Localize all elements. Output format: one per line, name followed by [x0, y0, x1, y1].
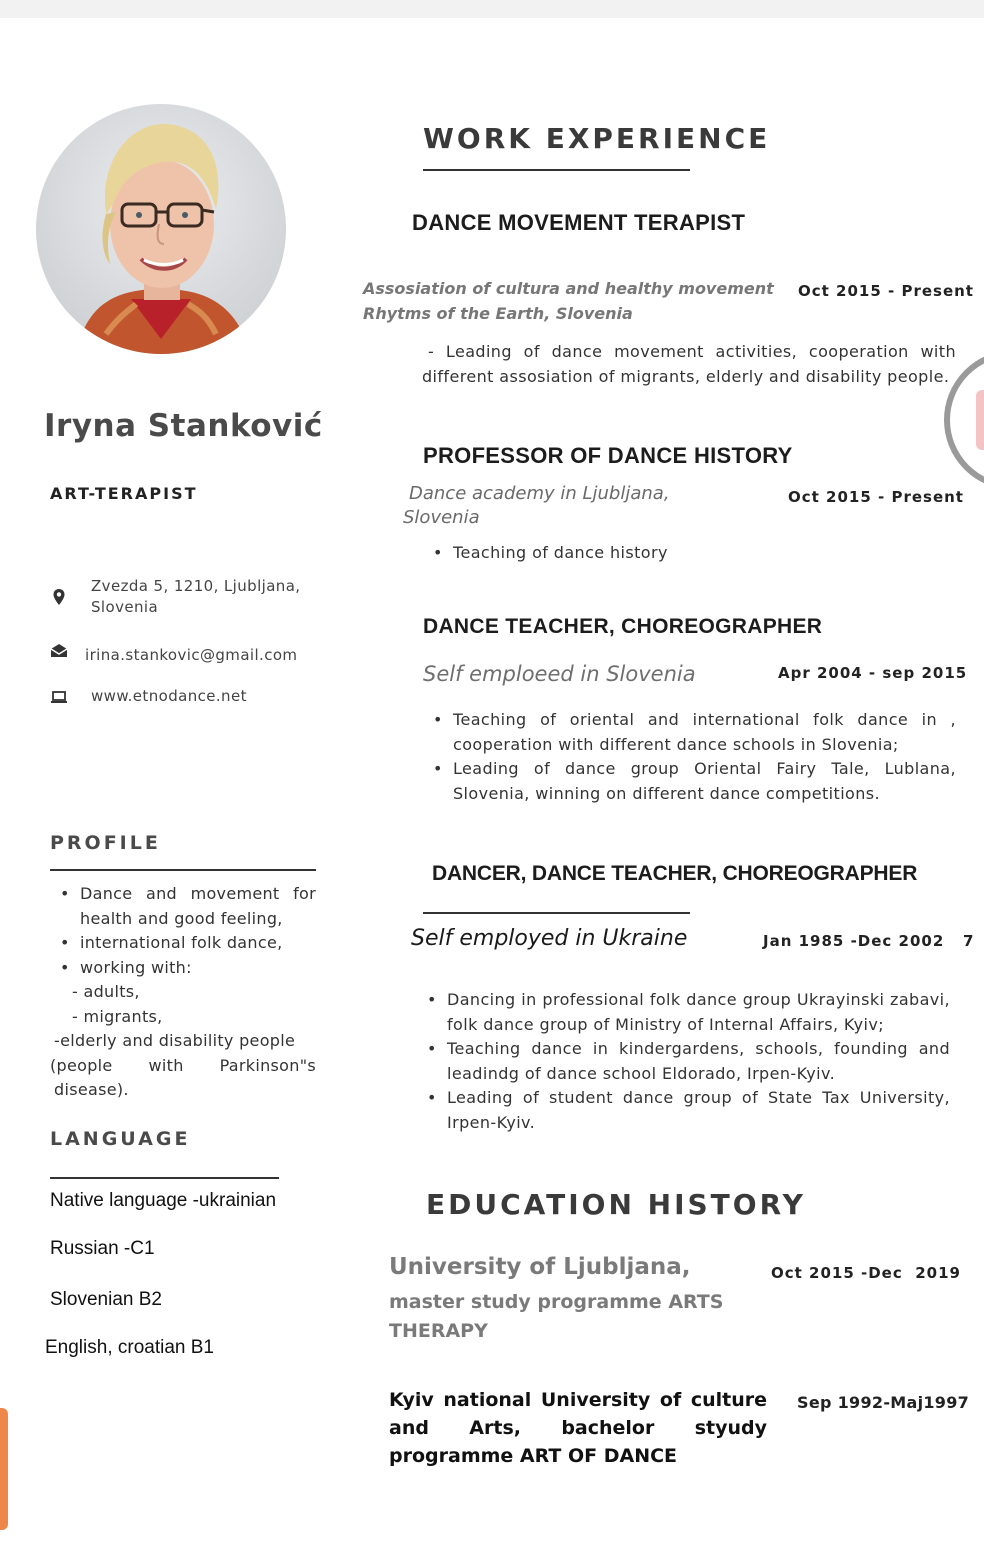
top-bar: [0, 0, 984, 18]
profile-divider: [50, 869, 316, 871]
language-item: Slovenian B2: [50, 1289, 162, 1310]
profile-subitem: (people with Parkinson"s: [50, 1055, 316, 1075]
job-bullets: [423, 541, 823, 566]
job-date: Oct 2015 - Present: [798, 282, 974, 300]
job-organization: [363, 276, 774, 326]
laptop-icon: [50, 688, 68, 710]
job-description-text: - Leading of dance movement activities, cooperation with different assosiation of migrants, elderly and disability people.: [422, 342, 956, 386]
education-date: Sep 1992-Maj1997: [797, 1393, 970, 1412]
job-date: Oct 2015 - Present: [788, 488, 964, 506]
profile-item: • international folk dance,: [50, 931, 316, 956]
person-role: ART-TERAPIST: [50, 484, 198, 503]
work-divider: [423, 169, 690, 171]
language-item: Native language -ukrainian: [50, 1190, 277, 1211]
job-bullets: [423, 708, 956, 806]
job-organization: [403, 482, 670, 530]
address-line-2: Slovenia: [91, 598, 159, 616]
person-name: Iryna Stanković: [44, 408, 323, 444]
org-line: Rhytms of the Earth, Slovenia: [363, 304, 633, 323]
envelope-icon: [50, 642, 68, 664]
job-bullets: [417, 988, 950, 1135]
profile-heading: PROFILE: [50, 832, 161, 854]
job-organization: Self employed in Ukraine: [411, 926, 688, 951]
language-item: English, croatian B1: [45, 1337, 214, 1358]
email[interactable]: irina.stankovic@gmail.com: [85, 646, 298, 664]
profile-subitem: -elderly and disability people: [54, 1031, 296, 1050]
profile-item: • working with:: [50, 956, 316, 981]
job-date: Apr 2004 - sep 2015: [778, 664, 968, 682]
work-heading: WORK EXPERIENCE: [423, 122, 771, 155]
education-institution: Kyiv national University of culture and Arts, bachelor styudy programme ART OF DANCE: [389, 1389, 767, 1467]
address: [91, 576, 300, 618]
job-title: PROFESSOR OF DANCE HISTORY: [423, 443, 793, 468]
programme-line: master study programme ARTS: [389, 1291, 724, 1313]
education-date: Oct 2015 -Dec 2019: [771, 1264, 961, 1282]
profile-subitem: - migrants,: [72, 1006, 163, 1026]
org-line: Assosiation of cultura and healthy movement: [363, 279, 774, 298]
job-description: [422, 340, 956, 389]
language-heading: LANGUAGE: [50, 1128, 191, 1150]
profile-subitem: - adults,: [72, 982, 140, 1001]
job-bullet: • Dancing in professional folk dance group Ukrayinski zabavi, folk dance group of Ministry of Internal Affairs, Kyiv;: [417, 988, 950, 1037]
education-heading: EDUCATION HISTORY: [426, 1188, 806, 1221]
org-line: Slovenia: [403, 507, 480, 528]
profile-list: [50, 882, 316, 1103]
profile-item: • Dance and movement for health and good feeling,: [50, 882, 316, 931]
job-organization: Self emploeed in Slovenia: [423, 662, 696, 686]
profile-photo: [36, 104, 286, 354]
language-divider: [50, 1177, 279, 1179]
job-bullet: • Teaching of oriental and international folk dance in , cooperation with different dance schools in Slovenia;: [423, 708, 956, 757]
org-line: Dance academy in Ljubljana,: [409, 483, 670, 504]
job-bullet: • Teaching dance in kindergardens, schools, founding and leadindg of dance school Eldorado, Irpen-Kyiv.: [417, 1037, 950, 1086]
job-title: DANCER, DANCE TEACHER, CHOREOGRAPHER: [432, 862, 918, 885]
job-title: DANCE MOVEMENT TERAPIST: [412, 210, 746, 235]
education-programme: [389, 1288, 723, 1346]
job-divider: [423, 912, 690, 914]
side-tab[interactable]: [0, 1408, 8, 1530]
education-institution: University of Ljubljana,: [389, 1254, 691, 1280]
job-bullet: • Teaching of dance history: [423, 541, 823, 566]
job-bullet: • Leading of dance group Oriental Fairy Tale, Lublana, Slovenia, winning on different dance competitions.: [423, 757, 956, 806]
job-title: DANCE TEACHER, CHOREOGRAPHER: [423, 615, 823, 638]
job-date: Jan 1985 -Dec 2002 7: [763, 932, 975, 950]
language-item: Russian -C1: [50, 1238, 155, 1259]
programme-line: THERAPY: [389, 1320, 488, 1342]
location-icon: [50, 588, 68, 610]
profile-subitem: disease).: [54, 1080, 129, 1099]
website[interactable]: www.etnodance.net: [91, 687, 247, 705]
job-bullet: • Leading of student dance group of State Tax University, Irpen-Kyiv.: [417, 1086, 950, 1135]
address-line-1: Zvezda 5, 1210, Ljubljana,: [91, 577, 301, 595]
